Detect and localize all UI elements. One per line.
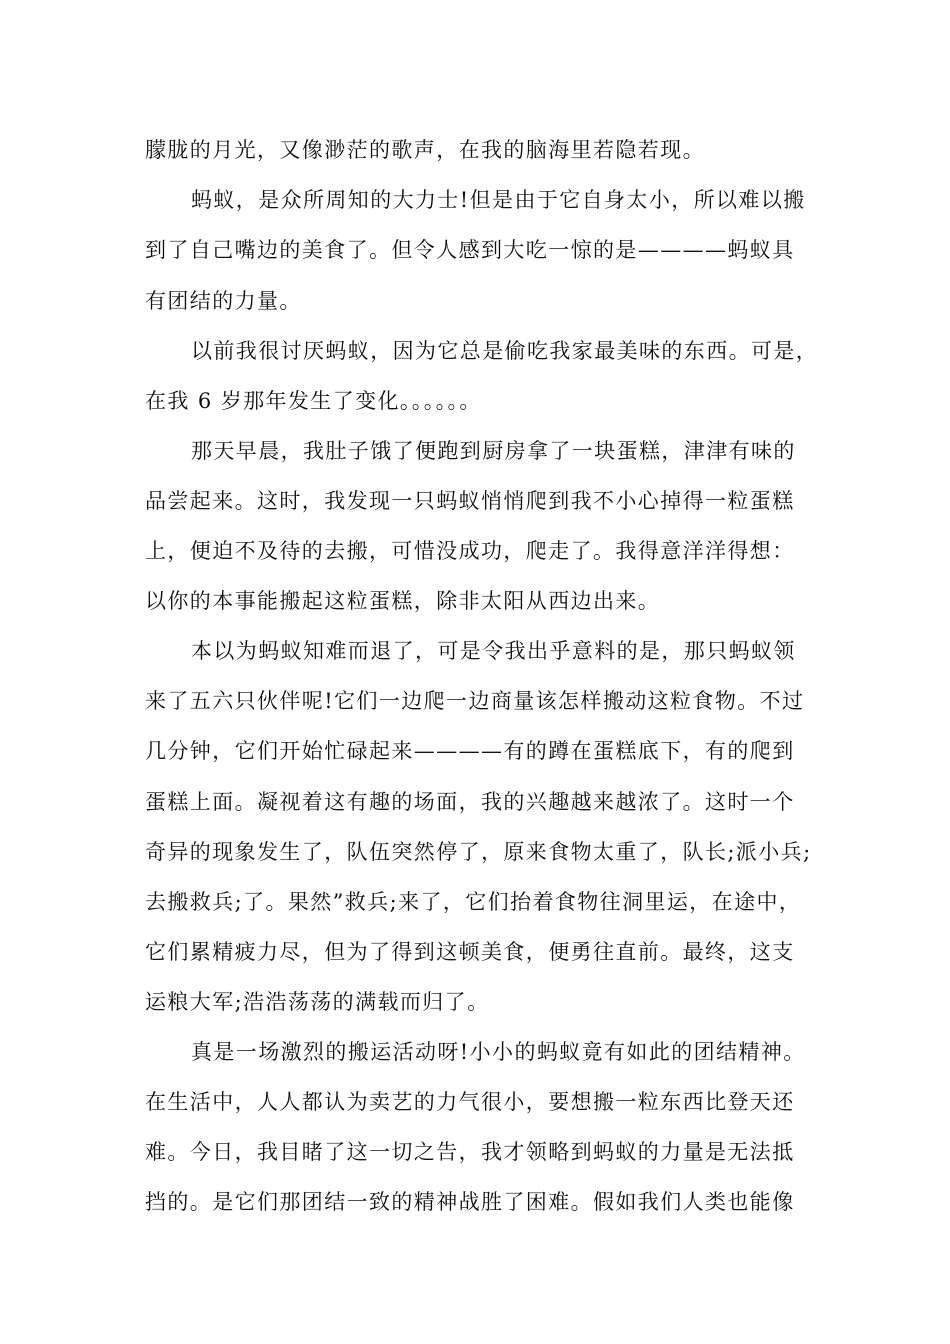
paragraph-first-line: 真是一场激烈的搬运活动呀!小小的蚂蚁竟有如此的团结精神。 — [191, 1040, 806, 1064]
paragraph-first-line: 以前我很讨厌蚂蚁，因为它总是偷吃我家最美味的东西。可是， — [191, 339, 819, 363]
paragraph-first-line: 那天早晨，我肚子饿了便跑到厨房拿了一块蛋糕，津津有味的 — [191, 439, 796, 463]
text-line: 在我 6 岁那年发生了变化。。。。。。 — [145, 389, 482, 413]
text-line: 有团结的力量。 — [145, 289, 302, 313]
text-line: 奇异的现象发生了，队伍突然停了，原来食物太重了，队长;派小兵; — [145, 840, 812, 864]
text-line: 它们累精疲力尽，但为了得到这顿美食，便勇往直前。最终，这支 — [145, 940, 795, 964]
text-line: 几分钟，它们开始忙碌起来————有的蹲在蛋糕底下，有的爬到 — [145, 739, 795, 763]
text-line: 来了五六只伙伴呢!它们一边爬一边商量该怎样搬动这粒食物。不过 — [145, 689, 805, 713]
text-line: 品尝起来。这时，我发现一只蚂蚁悄悄爬到我不小心掉得一粒蛋糕 — [145, 489, 795, 513]
text-line: 运粮大军;浩浩荡荡的满载而归了。 — [145, 990, 490, 1014]
text-line: 上，便迫不及待的去搬，可惜没成功，爬走了。我得意洋洋得想： — [145, 539, 795, 563]
text-line: 难。今日，我目睹了这一切之告，我才领略到蚂蚁的力量是无法抵 — [145, 1140, 795, 1164]
text-line: 去搬救兵;了。果然”救兵;来了，它们抬着食物往洞里运，在途中， — [145, 890, 802, 914]
text-line: 在生活中，人人都认为卖艺的力气很小，要想搬一粒东西比登天还 — [145, 1090, 795, 1114]
text-line: 以你的本事能搬起这粒蛋糕，除非太阳从西边出来。 — [145, 589, 661, 613]
text-line: 到了自己嘴边的美食了。但令人感到大吃一惊的是————蚂蚁具 — [145, 238, 795, 262]
paragraph-first-line: 本以为蚂蚁知难而退了，可是令我出乎意料的是，那只蚂蚁领 — [191, 639, 796, 663]
paragraph-first-line: 蚂蚁，是众所周知的大力士!但是由于它自身太小，所以难以搬 — [191, 188, 806, 212]
text-line: 朦胧的月光，又像渺茫的歌声，在我的脑海里若隐若现。 — [145, 138, 705, 162]
text-line: 蛋糕上面。凝视着这有趣的场面，我的兴趣越来越浓了。这时一个 — [145, 790, 795, 814]
text-line: 挡的。是它们那团结一致的精神战胜了困难。假如我们人类也能像 — [145, 1190, 795, 1214]
